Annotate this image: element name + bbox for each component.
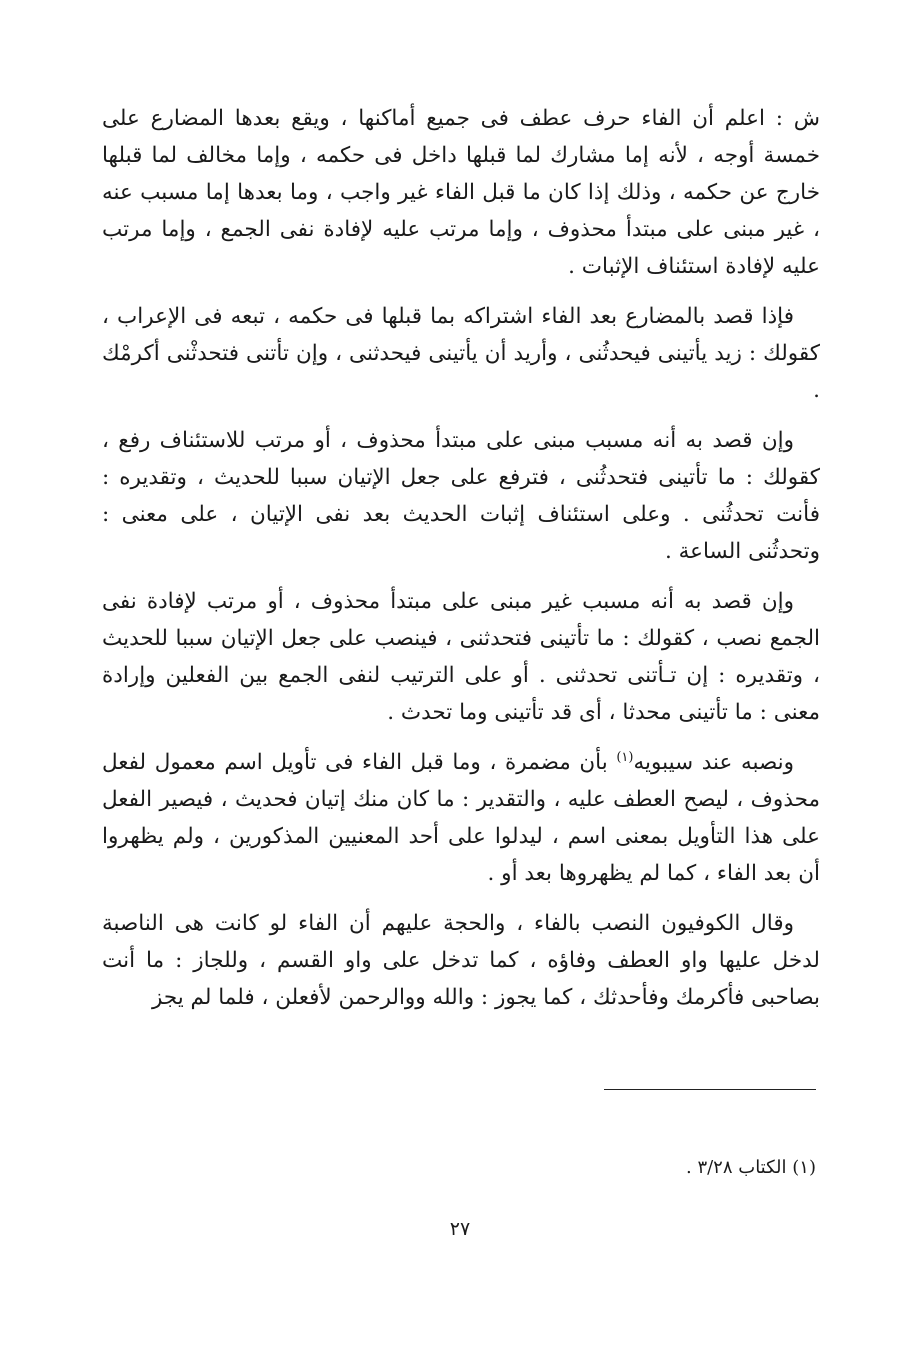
paragraph-5-rest: بأن مضمرة ، وما قبل الفاء فى تأويل اسم معمول لفعل محذوف ، ليصح العطف عليه ، والتقدير : ما كان منك إتيان فحديث ، فيصير الفعل على هذا التأويل بمعنى اسم ، ليدلوا على أحد المعنيين المذكورين ، ولم يظهروا أن بعد الفاء ، كما لم يظهروها بعد أو . bbox=[102, 750, 820, 886]
footnote-separator bbox=[604, 1089, 816, 1090]
paragraph-1: ش : اعلم أن الفاء حرف عطف فى جميع أماكنها ، ويقع بعدها المضارع على خمسة أوجه ، لأنه إما مشارك لما قبلها داخل فى حكمه ، وإما مخالف لما قبلها خارج عن حكمه ، وذلك إذا كان ما قبل الفاء غير واجب ، وما بعدها إما مسبب عنه ، غير مبنى على مبتدأ محذوف ، وإما مرتب عليه لإفادة نفى الجمع ، وإما مرتب عليه لإفادة استئناف الإثبات . bbox=[102, 106, 820, 279]
paragraph-2: فإذا قصد بالمضارع بعد الفاء اشتراكه بما قبلها فى حكمه ، تبعه فى الإعراب ، كقولك : زيد يأتينى فيحدثُنى ، وأريد أن يأتينى فيحدثنى ، وإن تأتنى فتحدثْنى أكرمْك . bbox=[102, 304, 820, 403]
main-text bbox=[102, 100, 820, 1029]
footnote-marker[interactable]: (١) bbox=[616, 749, 634, 765]
paragraph-5-start: ونصبه عند سيبويه bbox=[633, 750, 794, 775]
paragraph-4: وإن قصد به أنه مسبب غير مبنى على مبتدأ محذوف ، أو مرتب لإفادة نفى الجمع نصب ، كقولك : ما تأتينى فتحدثنى ، فينصب على جعل الإتيان سببا للحديث ، وتقديره : إن تـأتنى تحدثنى . أو على الترتيب لنفى الجمع بين الفعلين وإرادة معنى : ما تأتينى محدثا ، أى قد تأتينى وما تحدث . bbox=[102, 589, 820, 725]
paragraph-3: وإن قصد به أنه مسبب مبنى على مبتدأ محذوف ، أو مرتب للاستئناف رفع ، كقولك : ما تأتينى فتحدثُنى ، فترفع على جعل الإتيان سببا للحديث ، وتقديره : فأنت تحدثُنى . وعلى استئناف إثبات الحديث بعد نفى الإتيان ، على معنى : وتحدثُنى الساعة . bbox=[102, 428, 820, 564]
paragraph-5 bbox=[102, 744, 820, 892]
paragraph-6: وقال الكوفيون النصب بالفاء ، والحجة عليهم أن الفاء لو كانت هى الناصبة لدخل عليها واو العطف وفاؤه ، كما تدخل على واو القسم ، وللجاز : ما أنت بصاحبى فأكرمك وفأحدثك ، كما يجوز : والله ووالرحمن لأفعلن ، فلما لم يجز bbox=[102, 911, 820, 1010]
page-number: ٢٧ bbox=[449, 1218, 471, 1240]
footnote: (١) الكتاب ٣/٢٨ . bbox=[686, 1157, 816, 1178]
